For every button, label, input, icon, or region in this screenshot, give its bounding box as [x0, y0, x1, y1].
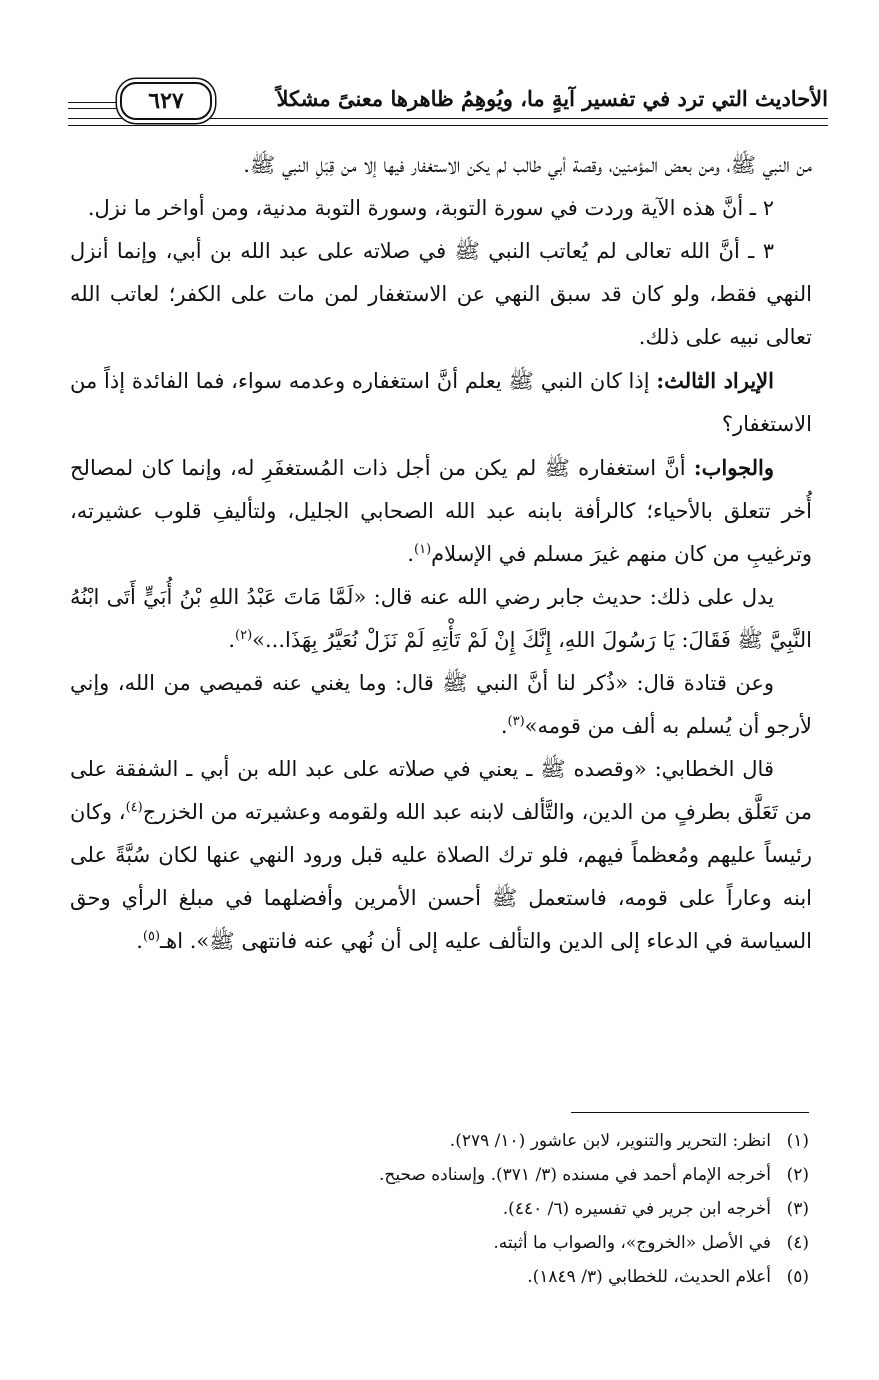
footnote-number: (٣)	[786, 1199, 809, 1219]
objection-text: إذا كان النبي ﷺ يعلم أنَّ استغفاره وعدمه سواء، فما الفائدة إذاً من الاستغفار؟	[70, 369, 812, 436]
footnote-2	[67, 1158, 809, 1192]
answer-end: .	[407, 542, 415, 566]
footnote-number: (٢)	[786, 1165, 809, 1185]
hadith-jabir-end: .	[228, 628, 236, 652]
running-title: الأحاديث التي ترد في تفسير آيةٍ ما، ويُوهِمُ ظاهرها معنىً مشكلاً	[276, 86, 828, 111]
page-header	[68, 80, 828, 126]
footnote-text: أعلام الحديث، للخطابي (٣/ ١٨٤٩).	[527, 1267, 771, 1287]
paragraph-4	[70, 359, 812, 446]
footnote-separator	[571, 1112, 809, 1113]
footnote-ref-3[interactable]: (٣)	[507, 714, 525, 729]
footnote-4	[67, 1226, 809, 1260]
khattabi-end: .	[136, 929, 143, 953]
footnote-text: في الأصل «الخروج»، والصواب ما أثبته.	[493, 1233, 771, 1253]
footnote-number: (١)	[786, 1131, 809, 1151]
main-text	[70, 144, 812, 963]
answer-label: والجواب:	[693, 455, 774, 480]
paragraph-8	[70, 748, 812, 963]
paragraph-6	[70, 576, 812, 662]
paragraph-7	[70, 662, 812, 748]
header-left-rule	[68, 102, 116, 109]
paragraph-2: ٢ ـ أنَّ هذه الآية وردت في سورة التوبة، وسورة التوبة مدنية، ومن أواخر ما نزل.	[87, 196, 774, 220]
khattabi-quote-b: ، وكان رئيساً عليهم ومُعظماً فيهم، فلو ترك الصلاة عليه قبل ورود النهي عنها لكان سُبَّةً على ابنه وعاراً على قومه، فاستعمل ﷺ أحسن الأمرين وأفضلهما في مبلغ الرأي وحق السياسة في الدعاء إلى الدين والتألف عليه إلى أن نُهي عنه فانتهى ﷺ». اهـ	[70, 800, 812, 953]
paragraph-3: ٣ ـ أنَّ الله تعالى لم يُعاتب النبي ﷺ في صلاته على عبد الله بن أبي، وإنما أنزل النهي فقط، ولو كان قد سبق النهي عن الاستغفار لمن مات على الكفر؛ لعاتب الله تعالى نبيه على ذلك.	[70, 239, 812, 349]
footnote-text: أخرجه الإمام أحمد في مسنده (٣/ ٣٧١). وإسناده صحيح.	[378, 1165, 771, 1185]
hadith-jabir: يدل على ذلك: حديث جابر رضي الله عنه قال: «لَمَّا مَاتَ عَبْدُ اللهِ بْنُ أُبَيٍّ أَتَى ابْنُهُ النَّبِيَّ ﷺ فَقَالَ: يَا رَسُولَ اللهِ، إِنَّكَ إِنْ لَمْ تَأْتِهِ لَمْ نَزَلْ نُعَيَّرُ بِهَذَا...»	[70, 585, 812, 652]
footnote-number: (٤)	[786, 1233, 809, 1253]
footnote-5	[67, 1260, 809, 1294]
footnote-ref-2[interactable]: (٢)	[235, 628, 253, 643]
footnote-text: انظر: التحرير والتنوير، لابن عاشور (١٠/ ٢٧٩).	[449, 1131, 771, 1151]
footnote-ref-4[interactable]: (٤)	[125, 800, 143, 815]
footnote-ref-1[interactable]: (١)	[414, 542, 432, 557]
hadith-qatada: وعن قتادة قال: «ذُكر لنا أنَّ النبي ﷺ قال: وما يغني عنه قميصي من الله، وإني لأرجو أن يُسلم به ألف من قومه»	[70, 671, 812, 738]
footnote-ref-5[interactable]: (٥)	[142, 929, 161, 944]
footnote-3	[67, 1192, 809, 1226]
objection-label: الإيراد الثالث:	[656, 368, 774, 393]
footnote-text: أخرجه ابن جرير في تفسيره (٦/ ٤٤٠).	[502, 1199, 771, 1219]
footnotes	[67, 1124, 809, 1294]
paragraph-1: من النبي ﷺ، ومن بعض المؤمنين، وقصة أبي طالب لم يكن الاستغفار فيها إلا من قِبَلِ النبي ﷺ.	[243, 153, 812, 177]
page-number: ٦٢٧	[120, 82, 212, 120]
hadith-qatada-end: .	[500, 714, 508, 738]
paragraph-5	[70, 446, 812, 576]
khattabi-quote-a: قال الخطابي: «وقصده ﷺ ـ يعني في صلاته على عبد الله بن أبي ـ الشفقة على من تَعَلَّق بطرفٍ من الدين، والتَّألف لابنه عبد الله ولقومه وعشيرته من الخزرج	[70, 757, 812, 824]
footnote-number: (٥)	[786, 1267, 809, 1287]
footnote-1	[67, 1124, 809, 1158]
answer-text: أنَّ استغفاره ﷺ لم يكن من أجل ذات المُستغفَرِ له، وإنما كان لمصالح أُخر تتعلق بالأحياء؛ كالرأفة بابنه عبد الله الصحابي الجليل، ولتأليفِ قلوب عشيرته، وترغيبِ من كان منهم غيرَ مسلم في الإسلام	[70, 456, 812, 566]
